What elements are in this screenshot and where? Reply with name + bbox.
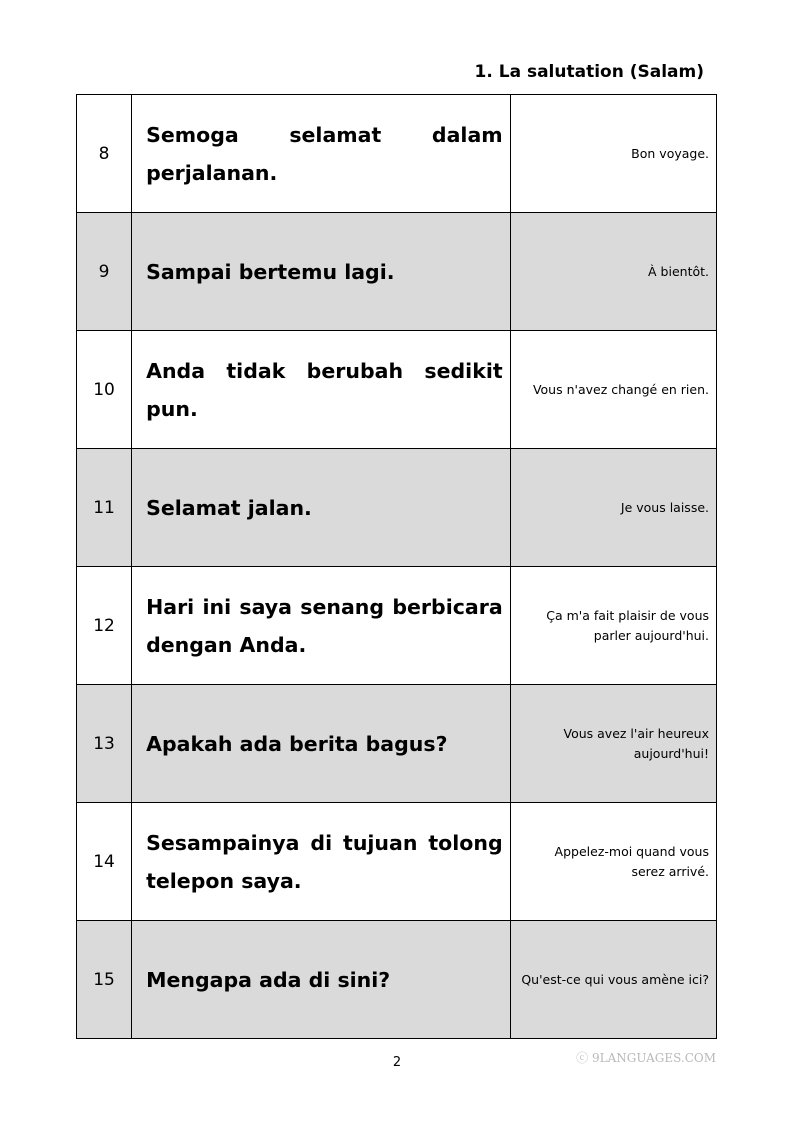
phrase-table xyxy=(76,94,717,1039)
indonesian-phrase: Mengapa ada di sini? xyxy=(132,921,511,1039)
indonesian-phrase: Anda tidak berubah sedikit pun. xyxy=(132,331,511,449)
indonesian-phrase: Selamat jalan. xyxy=(132,449,511,567)
row-number: 10 xyxy=(77,331,132,449)
row-number: 9 xyxy=(77,213,132,331)
indonesian-phrase: Sampai bertemu lagi. xyxy=(132,213,511,331)
french-translation: Appelez-moi quand vous serez arrivé. xyxy=(510,803,716,921)
french-translation: À bientôt. xyxy=(510,213,716,331)
row-number: 15 xyxy=(77,921,132,1039)
row-number: 14 xyxy=(77,803,132,921)
table-row xyxy=(77,213,717,331)
indonesian-phrase: Sesampainya di tujuan tolong telepon saya. xyxy=(132,803,511,921)
indonesian-phrase: Apakah ada berita bagus? xyxy=(132,685,511,803)
row-number: 12 xyxy=(77,567,132,685)
french-translation: Ça m'a fait plaisir de vous parler aujourd'hui. xyxy=(510,567,716,685)
table-row xyxy=(77,331,717,449)
french-translation: Je vous laisse. xyxy=(510,449,716,567)
french-translation: Bon voyage. xyxy=(510,95,716,213)
indonesian-phrase: Semoga selamat dalam perjalanan. xyxy=(132,95,511,213)
table-row xyxy=(77,803,717,921)
row-number: 11 xyxy=(77,449,132,567)
row-number: 8 xyxy=(77,95,132,213)
copyright-watermark: ⓒ 9LANGUAGES.COM xyxy=(576,1051,716,1065)
table-row xyxy=(77,685,717,803)
row-number: 13 xyxy=(77,685,132,803)
page-number: 2 xyxy=(392,1055,402,1070)
table-row xyxy=(77,921,717,1039)
table-row xyxy=(77,95,717,213)
section-title: 1. La salutation (Salam) xyxy=(474,62,704,82)
indonesian-phrase: Hari ini saya senang berbicara dengan Anda. xyxy=(132,567,511,685)
table-row xyxy=(77,449,717,567)
french-translation: Vous avez l'air heureux aujourd'hui! xyxy=(510,685,716,803)
table-row xyxy=(77,567,717,685)
french-translation: Qu'est-ce qui vous amène ici? xyxy=(510,921,716,1039)
french-translation: Vous n'avez changé en rien. xyxy=(510,331,716,449)
